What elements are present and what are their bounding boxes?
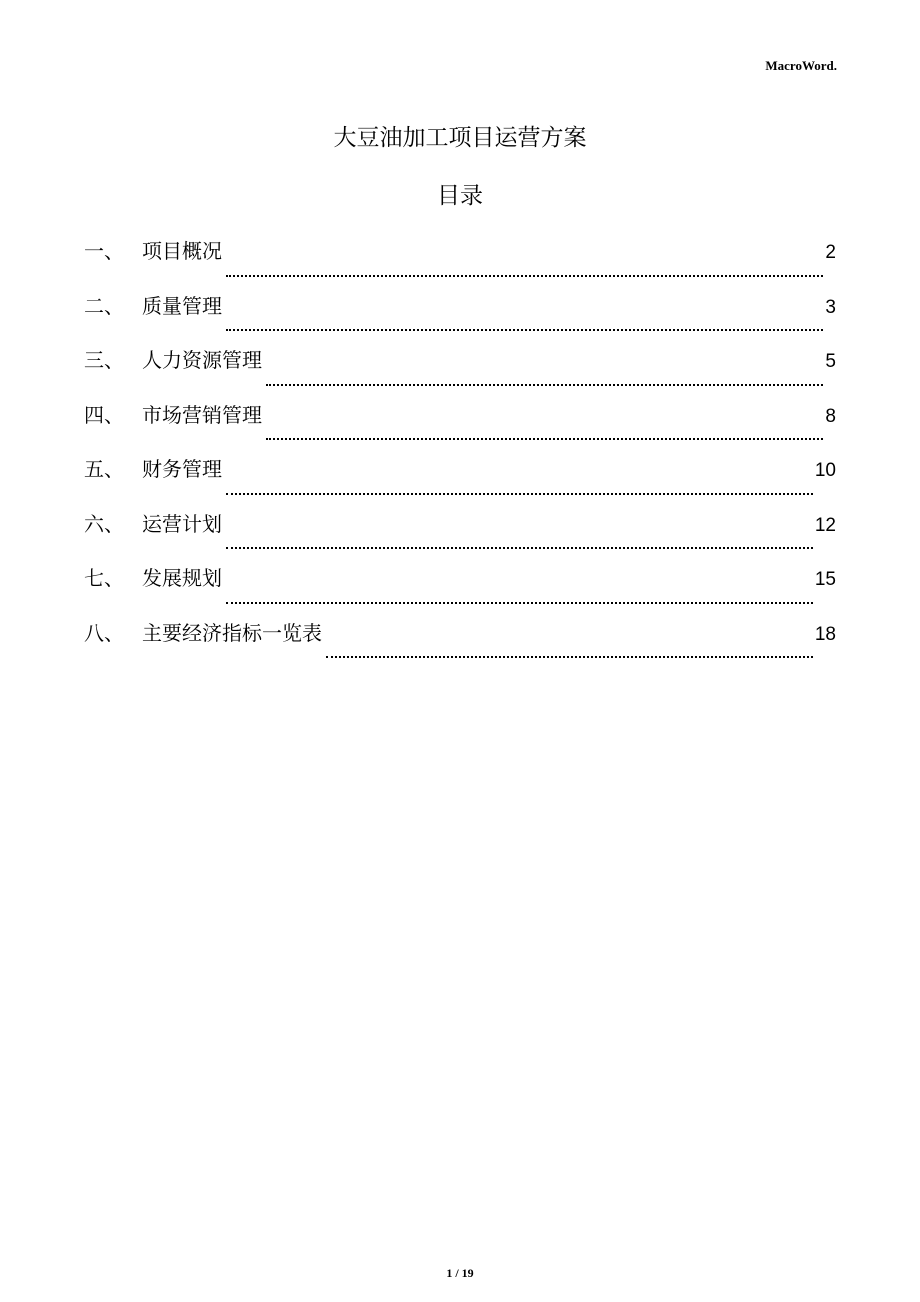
toc-dot-leader bbox=[326, 656, 813, 658]
toc-entry-number: 二、 bbox=[84, 293, 124, 318]
toc-entry[interactable] bbox=[84, 563, 836, 618]
toc-entry[interactable] bbox=[84, 618, 836, 673]
toc-entry-label: 市场营销管理 bbox=[142, 402, 262, 427]
toc-entry[interactable] bbox=[84, 236, 836, 291]
toc-entry-page: 10 bbox=[814, 460, 836, 481]
header-brand: MacroWord. bbox=[765, 58, 837, 73]
toc-entry-number: 八、 bbox=[84, 620, 124, 645]
toc-entry-number: 四、 bbox=[84, 402, 124, 427]
page-indicator: 1 / 19 bbox=[446, 1266, 474, 1280]
toc-entry-label: 人力资源管理 bbox=[142, 348, 262, 372]
document-title: 大豆油加工项目运营方案 bbox=[333, 125, 587, 151]
toc-entry-label: 运营计划 bbox=[142, 511, 222, 536]
toc-heading: 目录 bbox=[437, 183, 483, 209]
toc-entry-page: 3 bbox=[825, 296, 836, 318]
toc-entry-number: 六、 bbox=[84, 511, 124, 536]
toc-entry-label: 项目概况 bbox=[142, 239, 222, 263]
toc-entry[interactable] bbox=[84, 400, 836, 455]
toc-entry-page: 18 bbox=[814, 623, 836, 645]
toc-entry[interactable] bbox=[84, 509, 836, 564]
table-of-contents bbox=[84, 236, 836, 672]
toc-dot-leader bbox=[226, 275, 823, 277]
toc-entry-number: 五、 bbox=[84, 457, 124, 481]
toc-dot-leader bbox=[266, 384, 823, 386]
toc-entry-page: 15 bbox=[814, 569, 836, 590]
toc-entry-number: 三、 bbox=[84, 348, 124, 372]
toc-entry-number: 一、 bbox=[84, 239, 124, 263]
toc-dot-leader bbox=[266, 438, 823, 440]
toc-entry-number: 七、 bbox=[84, 566, 124, 590]
toc-entry-label: 质量管理 bbox=[142, 293, 222, 318]
toc-entry-label: 主要经济指标一览表 bbox=[142, 620, 322, 645]
toc-dot-leader bbox=[226, 493, 813, 495]
toc-entry-page: 2 bbox=[825, 242, 836, 263]
toc-entry-page: 5 bbox=[825, 351, 836, 372]
toc-entry[interactable] bbox=[84, 454, 836, 509]
toc-dot-leader bbox=[226, 547, 813, 549]
toc-entry-page: 12 bbox=[814, 514, 836, 536]
toc-entry[interactable] bbox=[84, 345, 836, 400]
toc-dot-leader bbox=[226, 602, 813, 604]
toc-entry[interactable] bbox=[84, 291, 836, 346]
toc-entry-page: 8 bbox=[825, 405, 836, 427]
toc-entry-label: 财务管理 bbox=[142, 457, 222, 481]
toc-dot-leader bbox=[226, 329, 823, 331]
toc-entry-label: 发展规划 bbox=[142, 566, 222, 590]
